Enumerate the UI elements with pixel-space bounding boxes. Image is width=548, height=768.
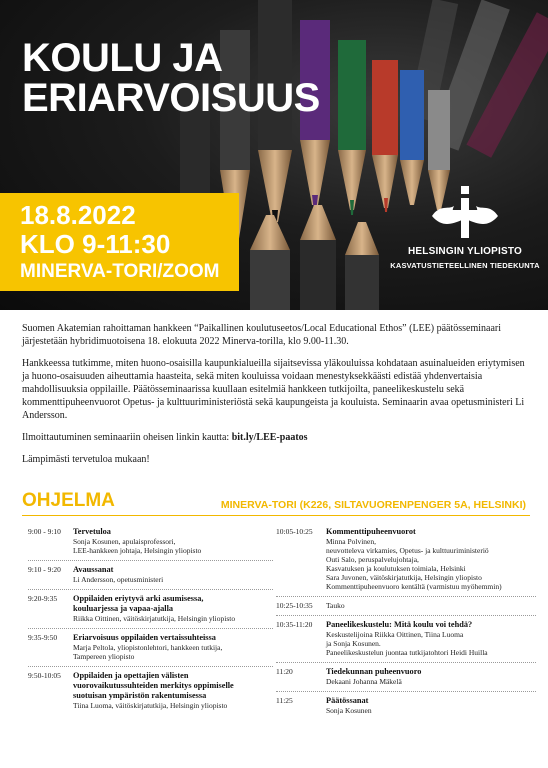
program-item <box>276 667 536 686</box>
program-item-detail: Li Andersson, opetusministeri <box>73 575 164 584</box>
program-item-time: 9:20-9:35 <box>28 594 58 603</box>
program-item-detail: Sonja Kosunen <box>326 706 372 715</box>
hero-banner <box>0 0 548 310</box>
program-item-body <box>326 527 536 591</box>
registration-text: Ilmoittautuminen seminaariin oheisen linkin kautta: <box>22 432 232 443</box>
program-item <box>276 527 536 591</box>
faculty-name: KASVATUSTIETEELLINEN TIEDEKUNTA <box>390 261 540 270</box>
program-item-time: 10:35-11:20 <box>276 620 313 629</box>
program-item-title: Päätössanat <box>326 696 369 705</box>
program-item <box>28 594 273 623</box>
program-item-detail: Keskustelijoina Riikka Oittinen, Tiina Luoma ja Sonja Kosunen. Paneelikeskustelun juontaa tutkijatohtori Heidi Huilla <box>326 630 488 657</box>
program-item-body <box>73 633 273 661</box>
program-separator <box>276 691 536 692</box>
program-item-time: 9:50-10:05 <box>28 671 61 680</box>
program-separator <box>28 560 273 561</box>
program-separator <box>28 589 273 590</box>
program-separator <box>276 596 536 597</box>
university-logo <box>390 180 540 300</box>
program-separator <box>276 662 536 663</box>
university-name: HELSINGIN YLIOPISTO <box>407 246 522 257</box>
event-time: KLO 9-11:30 <box>20 229 171 259</box>
program-item-detail: Tauko <box>326 601 345 610</box>
program-item-time: 9:35-9:50 <box>28 633 58 642</box>
program-item-body <box>326 601 536 610</box>
program-item-time: 10:25-10:35 <box>276 601 313 610</box>
program-item-title: Tervetuloa <box>73 527 111 536</box>
program-item-title: Oppilaiden eriytyvä arki asumisessa, kouluarjessa ja vapaa-ajalla <box>73 594 204 613</box>
program-item <box>28 671 273 710</box>
registration-paragraph <box>22 431 530 444</box>
program-item-body <box>73 671 273 710</box>
program-item-time: 10:05-10:25 <box>276 527 313 536</box>
program-left-column <box>28 527 273 710</box>
program-item <box>28 633 273 661</box>
program-item-time: 11:20 <box>276 667 293 676</box>
title-line-1: KOULU JA <box>22 36 223 80</box>
program-item-title: Tiedekunnan puheenvuoro <box>326 667 422 676</box>
event-place: MINERVA-TORI/ZOOM <box>20 261 220 282</box>
title-line-2: ERIARVOISUUS <box>22 76 320 120</box>
program-item-detail: Minna Polvinen, neuvotteleva virkamies, Opetus- ja kulttuuriministeriö Outi Salo, peruspalvelujohtaja, Kasvatuksen ja koulutuksen toimiala, Helsinki Sara Juvonen, väitöskirjatutkija, Helsingin yliopisto Kommenttipuheenvuoro kentältä (varmistuu myöhemmin) <box>326 537 502 591</box>
program-item-time: 9:10 - 9:20 <box>28 565 61 574</box>
program-item <box>28 527 273 555</box>
date-box <box>0 193 239 291</box>
program-item-title: Avaussanat <box>73 565 114 574</box>
program-separator <box>28 666 273 667</box>
program-separator <box>276 615 536 616</box>
program-item-title: Paneelikeskustelu: Mitä koulu voi tehdä? <box>326 620 473 629</box>
program-venue: MINERVA-TORI (K226, SILTAVUORENPENGER 5A, HELSINKI) <box>220 499 526 511</box>
program-item-title: Eriarvoisuus oppilaiden vertaissuhteissa <box>73 633 216 642</box>
program-heading: OHJELMA <box>22 490 115 511</box>
program-item-title: Kommenttipuheenvuorot <box>326 527 416 536</box>
event-date: 18.8.2022 <box>20 200 136 230</box>
registration-link[interactable]: bit.ly/LEE-paatos <box>231 432 308 443</box>
program-item-body <box>73 527 273 555</box>
program-item-body <box>73 594 273 623</box>
program-item-detail: Riikka Oittinen, väitöskirjatutkija, Helsingin yliopisto <box>73 614 236 623</box>
program-item-body <box>73 565 273 584</box>
program-item-body <box>326 620 536 657</box>
program-item <box>276 601 536 610</box>
program-item-body <box>326 667 536 686</box>
intro-paragraph-1: Suomen Akatemian rahoittaman hankkeen “Paikallinen koulutuseetos/Local Educational Ethos” (LEE) päätösseminaari järjestetään hybridimuotoisena 18. elokuuta 2022 Minerva-torilla, klo 9.00-11.30. <box>22 323 502 347</box>
flame-cross-logo-icon <box>426 180 504 242</box>
program-item-detail: Tiina Luoma, väitöskirjatutkija, Helsingin yliopisto <box>73 701 228 710</box>
intro-paragraph-2: Hankkeessa tutkimme, miten huono-osaisilla kaupunkialueilla sijaitsevissa yläkouluissa kohdataan asuinalueiden eriytymisen ja huono-osaisuuden aiheuttamia haasteita, sekä miten kouluissa voidaan menestyksekkäästi edistää yhdenvertaisia mahdollisuuksia oppilaille. Päätösseminaarissa kuullaan esitelmiä hankkeen tutkijoilta, paneelikeskustelu sekä kommenttipuheenvuorot Opetus- ja kulttuuriministeriöstä sekä kaupungeista ja kouluista. Seminaarin avaa opetusministeri Li Andersson. <box>22 358 525 421</box>
program-item <box>276 620 536 657</box>
program-item-title: Oppilaiden ja opettajien välisten vuorovaikutussuhteiden merkitys oppimiselle suotuisan ympäristön rakentumisessa <box>73 671 234 700</box>
intro-section <box>22 322 530 475</box>
program-item-time: 9:00 - 9:10 <box>28 527 61 536</box>
program-item-time: 11:25 <box>276 696 293 705</box>
program-right-column <box>276 527 536 715</box>
program-item <box>28 565 273 584</box>
program-item-detail: Sonja Kosunen, apulaisprofessori, LEE-hankkeen johtaja, Helsingin yliopisto <box>73 537 202 555</box>
program-item <box>276 696 536 715</box>
program-separator <box>28 628 273 629</box>
welcome-text: Lämpimästi tervetuloa mukaan! <box>22 454 150 465</box>
program-header <box>22 490 530 516</box>
program-divider <box>22 515 530 516</box>
program-item-body <box>326 696 536 715</box>
program-item-detail: Marja Peltola, yliopistonlehtori, hankkeen tutkija, Tampereen yliopisto <box>73 643 223 661</box>
event-title <box>22 38 382 118</box>
program-item-detail: Dekaani Johanna Mäkelä <box>326 677 402 686</box>
